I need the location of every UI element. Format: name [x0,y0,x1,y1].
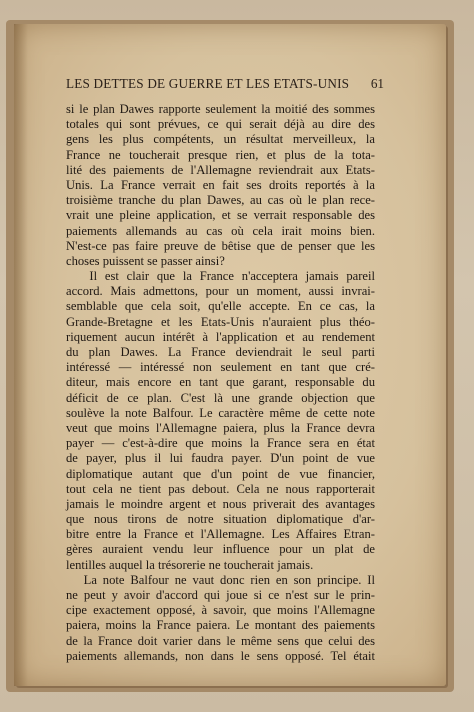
text-line: de payer, plus il lui faudra payer. D'un point de vue [66,451,375,466]
text-line: accord. Mais admettons, pour un moment, aussi invrai- [66,284,375,299]
text-line: diplomatique autant que d'un point de vue financier, [66,466,375,481]
text-line: déficit de ce plan. C'est là une grande objection que [66,390,375,405]
text-line: La note Balfour ne vaut donc rien en son principe. Il [66,572,375,587]
text-line: Grande-Bretagne et les Etats-Unis n'auraient plus théo- [66,314,375,329]
text-line: tout cela ne tient pas debout. Cela ne nous rapporterait [66,481,375,496]
text-line: veut que moins l'Allemagne paiera, plus la France devra [66,420,375,435]
text-line: totales qui sont prévues, ce qui serait déjà au dire des [66,117,375,132]
body-text [66,102,375,664]
text-line: paiements allemands au cas où cela irait moins bien. [66,223,375,238]
text-line: soulève la note Balfour. Le caractère même de cette note [66,405,375,420]
text-line: troisième tranche du plan Dawes, au cas où le plan rece- [66,193,375,208]
text-line: paiements allemands, non dans le sens opposé. Tel était [66,648,375,663]
text-line: vrait une pleine application, et se verrait responsable des [66,208,375,223]
text-line: France ne toucherait presque rien, et plus de la tota- [66,147,375,162]
text-line: Unis. La France verrait en fait ses droits reportés à la [66,177,375,192]
page-number: 61 [370,76,384,91]
text-line: Il est clair que la France n'acceptera jamais pareil [66,269,375,284]
text-line: lité des paiements de l'Allemagne reviendrait aux Etats- [66,162,375,177]
text-line: lentilles auquel la trésorerie ne toucherait jamais. [66,557,314,572]
text-line: paiera, moins la France paiera. Le montant des paiements [66,618,375,633]
text-line: intéressé — intéressé non seulement en tant que cré- [66,360,375,375]
text-line: riquement aucun intérêt à l'application et au rendement [66,329,375,344]
text-line: du plan Dawes. La France deviendrait le seul parti [66,345,375,359]
gutter-shadow [14,24,28,686]
text-line: payer — c'est-à-dire que moins la France sera en état [66,436,375,451]
text-line: que nous tirons de notre situation diplomatique d'ar- [66,512,375,527]
text-line: diteur, mais encore en tant que garant, responsable du [66,375,375,390]
text-line: de la France doit varier dans le même sens que celui des [66,633,375,648]
text-line: gens les plus compétents, un résultat merveilleux, la [66,132,375,147]
text-line: bitre entre la France et l'Allemagne. Les Affaires Etran- [66,527,375,542]
text-line: ne peut y avoir d'accord qui joue si ce n'est sur le prin- [66,588,375,602]
text-line: cipe exactement opposé, à savoir, que moins l'Allemagne [66,603,375,618]
text-line: jamais le moindre argent et nous priverait des avantages [66,496,375,511]
text-line: choses puissent se passer ainsi? [66,253,225,268]
text-line: si le plan Dawes rapporte seulement la moitié des sommes [66,102,375,116]
text-line: semblable que cela soit, qu'elle accepte. En ce cas, la [66,299,375,314]
text-line: N'est-ce pas faire preuve de bêtise que de penser que les [66,238,375,253]
running-head: LES DETTES DE GUERRE ET LES ETATS-UNIS [66,76,350,91]
text-line: gères auraient vendu leur influence pour un plat de [66,542,375,557]
